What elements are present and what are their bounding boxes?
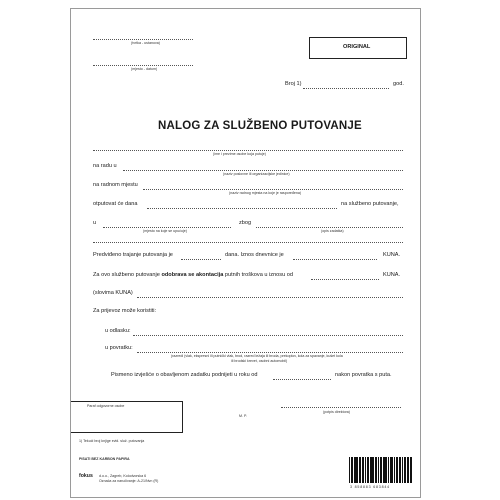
name-line[interactable] [93,150,403,151]
za-ovo-prefix: Za ovo službeno putovanje [93,272,160,278]
transport-caption-2: ili brodski krevet, osobni automobil) [231,359,288,363]
zbog-line[interactable] [256,227,403,228]
otputovat-label: otputovat će dana [93,201,138,207]
director-line[interactable] [281,407,401,408]
position-caption: (naziv radnog mjesta na koje je raspoređena) [229,191,302,195]
radno-mjesto-label: na radnom mjestu [93,182,138,188]
na-radu-label: na radu u [93,163,117,169]
broj-line[interactable] [303,88,389,89]
place-caption: (mjesto na koje se upućuje) [143,229,187,233]
barcode-bar [397,457,398,483]
barcode-bar [392,457,393,483]
izvjesce-label: Pismeno izvješće o obavljenom zadatku podnijeti u roku od [111,372,258,378]
barcode-bar [388,457,389,483]
za-ovo-suffix: putnih troškova u iznosu od [224,272,293,278]
odobrava-label: odobrava se akontacija [161,272,224,278]
prijevoz-label: Za prijevoz može koristiti: [93,308,157,314]
barcode-bar [371,457,372,483]
kuna1-label: KUNA. [383,252,401,258]
form-title: NALOG ZA SLUŽBENO PUTOVANJE [158,120,362,132]
kuna2-label: KUNA. [383,272,401,278]
dnevnica-line[interactable] [293,259,377,260]
extra-line-1[interactable] [93,242,403,243]
akontacija-text [93,272,293,278]
firm-caption: (tvrtka - ustanova) [131,41,160,45]
barcode [349,457,413,483]
trajanje-label: Predviđeno trajanje putovanja je [93,252,173,258]
slovima-label: (slovima KUNA) [93,290,133,296]
god-label: god. [393,81,404,87]
dnevnica-label: dana. Iznos dnevnice je [225,252,284,258]
footnote: 1) Tekući broj knjige evid. služ. putovanja [79,439,145,443]
odlasku-line[interactable] [133,335,403,336]
nakon-povratka-label: nakon povratka s puta. [335,372,392,378]
transport-caption-1: (razredi (vlak, ekspresni ili putnički vlak, brod, razred ležaja ili broda, prekoplov, kola za spavanje, kušet kola [171,354,343,358]
otputovat-line[interactable] [147,208,337,209]
barcode-bar [400,457,401,483]
slovima-line[interactable] [137,297,403,298]
odlasku-label: u odlasku: [105,328,131,334]
print-note: PISATI BEZ KARBON PAPIRA [79,457,130,461]
publisher-logo: fokus [79,473,93,479]
trajanje-line[interactable] [181,259,221,260]
firm-line[interactable] [93,39,193,40]
barcode-bar [356,457,357,483]
radno-mjesto-line[interactable] [143,189,403,190]
workplace-caption: (naziv poslovne ili organizacijske jedinice) [223,172,290,176]
task-caption: (opis zadatka) [321,229,344,233]
name-caption: (ime i prezime osobe koja putuje) [213,152,266,156]
zbog-label: zbog [239,220,252,226]
publisher-line-1: d.o.o., Zagreb, Kolodvorska 6 [99,474,147,478]
barcode-bar [385,457,386,483]
publisher-line-2: Označa za naručivanje: A-21/Nvn (R) [99,479,159,483]
original-label: ORIGINAL [343,44,371,50]
mp-label: M. P. [239,414,247,418]
povratku-line[interactable] [137,352,403,353]
travel-order-form [70,8,421,498]
u-line[interactable] [103,227,231,228]
place-date-line[interactable] [93,65,193,66]
director-caption: (potpis direktora) [323,410,350,414]
na-radu-line[interactable] [123,170,403,171]
na-sluzbeno-label: na službeno putovanje, [341,201,399,207]
barcode-digits: 3 858883 683844 [350,485,390,489]
povratku-label: u povratku: [105,345,133,351]
paraf-caption: Paraf odgovorne osobe [87,404,125,408]
broj-label: Broj 1) [285,81,302,87]
izvjesce-line[interactable] [273,379,331,380]
u-label: u [93,220,97,226]
akontacija-line[interactable] [311,279,379,280]
place-date-caption: (mjesto - datum) [131,67,158,71]
